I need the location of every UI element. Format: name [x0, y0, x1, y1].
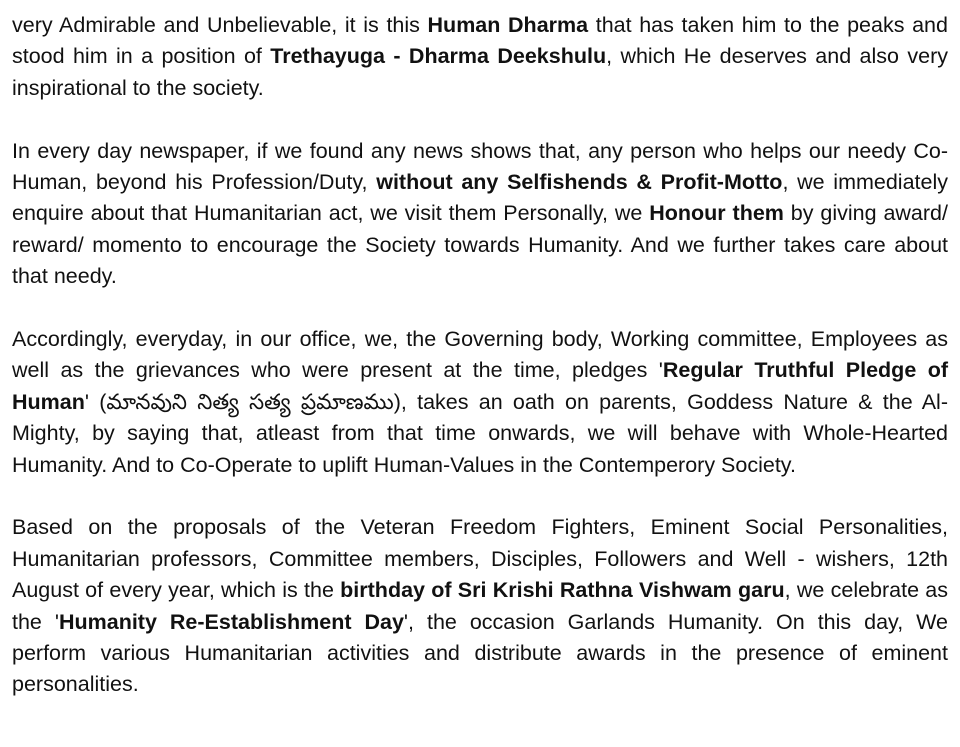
paragraph-human-dharma: [12, 10, 948, 104]
text-segment: Based on the proposals of the Veteran Freedom Fighters, Eminent Social Personalities, Humanitarian professors, Committee members, Disciples, Followers and Well - wishers, 12th August of every year, which is the: [12, 515, 948, 603]
document-page: [12, 10, 948, 701]
text-segment: , we immediately enquire about that Humanitarian act, we visit them Personally, we: [12, 170, 948, 226]
text-segment: , we celebrate as the ': [12, 578, 949, 634]
text-segment: that has taken him to the peaks and stood him in a position of: [12, 13, 948, 69]
paragraph-pledge: [12, 324, 948, 481]
text-segment: , which He deserves and also very inspirational to the society.: [12, 44, 948, 100]
paragraph-newspaper: [12, 136, 948, 293]
bold-text-segment: Trethayuga - Dharma Deekshulu: [270, 44, 607, 69]
bold-text-segment: Humanity Re-Establishment Day: [58, 609, 404, 634]
text-segment: very Admirable and Unbelievable, it is this: [12, 13, 428, 37]
text-segment: ' (మానవుని నిత్య సత్య ప్రమాణము), takes an oath on parents, Goddess Nature & the Al-Mighty, by saying that, atleast from that time onwards, we will behave with Whole-Hearted Humanity. And to Co-Operate to uplift Human-Values in the Contemperory Society.: [12, 389, 948, 477]
text-segment: Accordingly, everyday, in our office, we, the Governing body, Working committee, Employees as well as the grievances who were present at the time, pledges ': [12, 327, 948, 383]
bold-text-segment: Regular Truthful Pledge of Human: [12, 358, 948, 414]
bold-text-segment: Human Dharma: [427, 13, 589, 37]
paragraph-humanity-day: [12, 512, 948, 700]
bold-text-segment: birthday of Sri Krishi Rathna Vishwam garu: [340, 578, 785, 603]
text-segment: by giving award/ reward/ momento to encourage the Society towards Humanity. And we further takes care about that needy.: [12, 201, 948, 289]
text-segment: ', the occasion Garlands Humanity. On this day, We perform various Humanitarian activities and distribute awards in the presence of eminent personalities.: [12, 609, 948, 697]
bold-text-segment: without any Selfishends & Profit-Motto: [376, 170, 783, 195]
text-segment: In every day newspaper, if we found any news shows that, any person who helps our needy Co-Human, beyond his Profession/Duty,: [12, 138, 948, 195]
bold-text-segment: Honour them: [649, 201, 784, 226]
